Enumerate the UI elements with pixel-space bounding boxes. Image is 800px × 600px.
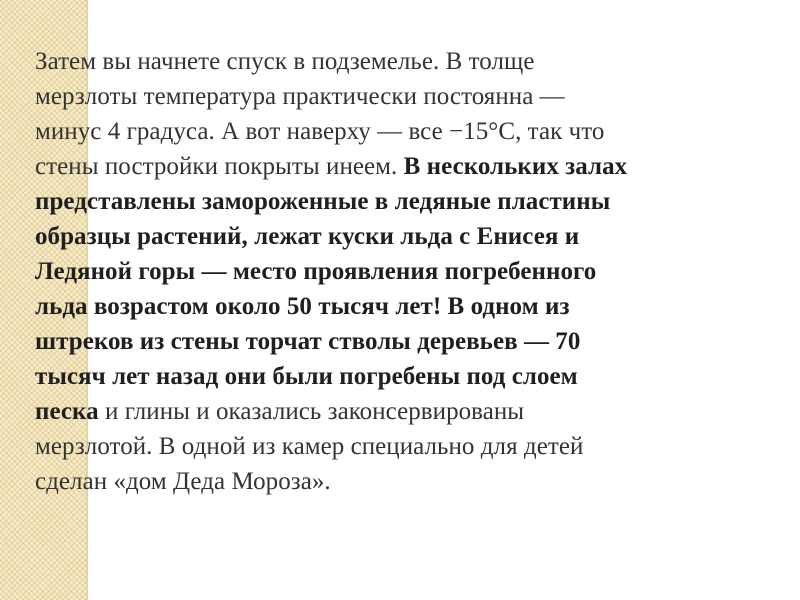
text-line	[35, 359, 780, 394]
text-line	[35, 429, 780, 464]
bold-text-segment: тысяч лет назад они были погребены под слоем	[35, 363, 578, 390]
bold-text-segment: льда возрастом около 50 тысяч лет! В одном из	[35, 293, 570, 320]
bold-text-segment: Ледяной горы — место проявления погребенного	[35, 258, 597, 285]
text-line	[35, 394, 780, 429]
text-segment: минус 4 градуса. А вот наверху — все −15°С, так что	[35, 118, 605, 145]
text-line	[35, 79, 780, 114]
text-segment: мерзлотой. В одной из камер специально для детей	[35, 433, 584, 460]
text-line	[35, 114, 780, 149]
body-text	[35, 44, 780, 499]
bold-text-segment: штреков из стены торчат стволы деревьев — 70	[35, 328, 581, 355]
text-segment: мерзлоты температура практически постоянна —	[35, 83, 565, 110]
bold-text-segment: представлены замороженные в ледяные пластины	[35, 188, 611, 215]
text-segment: и глины и оказались законсервированы	[98, 398, 525, 425]
text-line	[35, 149, 780, 184]
bold-text-segment: В нескольких залах	[403, 153, 628, 180]
text-line	[35, 324, 780, 359]
bold-text-segment: образцы растений, лежат куски льда с Енисея и	[35, 223, 580, 250]
text-line	[35, 219, 780, 254]
text-line	[35, 184, 780, 219]
text-segment: Затем вы начнете спуск в подземелье. В толще	[35, 48, 535, 75]
text-line	[35, 44, 780, 79]
text-line	[35, 464, 780, 499]
bold-text-segment: песка	[35, 398, 99, 425]
text-segment: стены постройки покрыты инеем.	[35, 153, 404, 180]
text-segment: сделан «дом Деда Мороза».	[35, 468, 331, 495]
text-line	[35, 289, 780, 324]
text-line	[35, 254, 780, 289]
